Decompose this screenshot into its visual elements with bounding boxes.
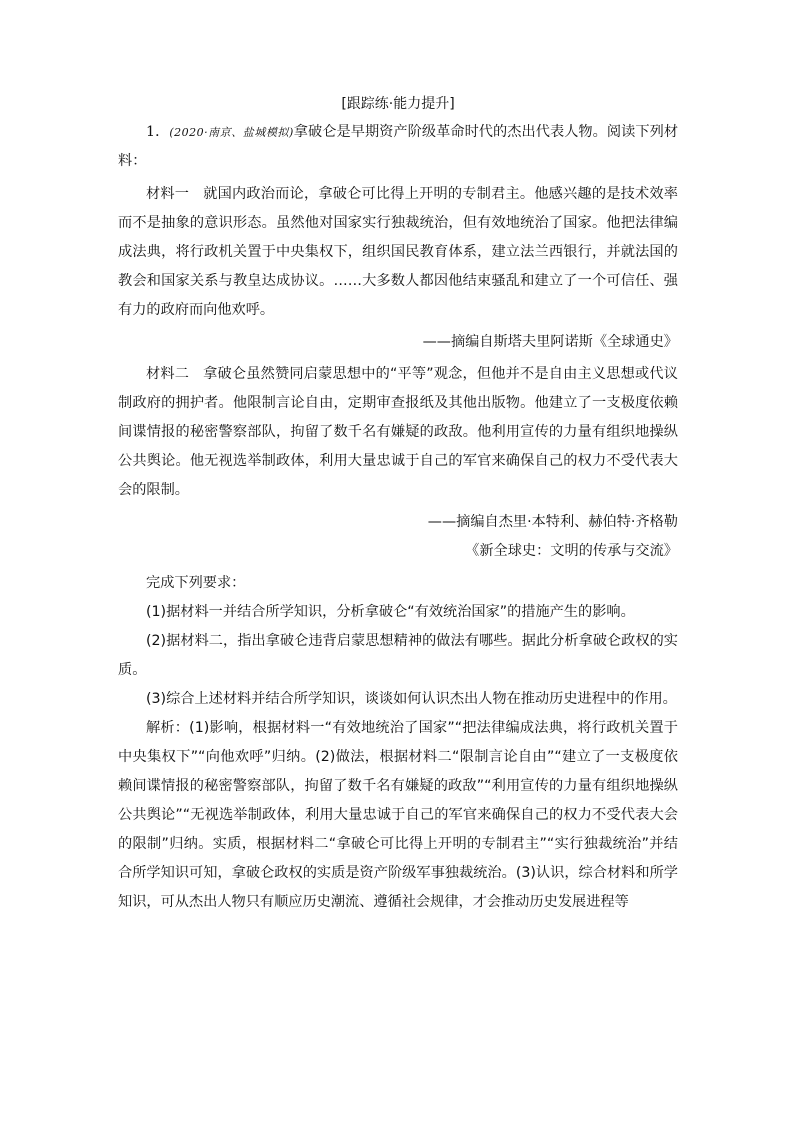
analysis-paragraph: 解析：(1)影响，根据材料一“有效地统治了国家”“把法律编成法典，将行政机关置于中央集权下”“向他欢呼”归纳。(2)做法，根据材料二“限制言论自由”“建立了一支极度依赖间谍情报的秘密警察部队，拘留了数千名有嫌疑的政敌”“利用宣传的力量有组织地操纵公共舆论”“无视选举制政体，利用大量忠诚于自己的军官来确保自己的权力不受代表大会的限制”归纳。实质，根据材料二“拿破仑可比得上开明的专制君主”“实行独裁统治”并结合所学知识可知，拿破仑政权的实质是资产阶级军事独裁统治。(3)认识，综合材料和所学知识，可从杰出人物只有顺应历史潮流、遵循社会规律，才会推动历史发展进程等 — [118, 720, 678, 910]
requirements-intro: 完成下列要求： — [146, 575, 246, 591]
material-one-citation: ——摘编自斯塔夫里阿诺斯《全球通史》 — [422, 334, 678, 350]
material-two-citation-line2: 《新全球史：文明的传承与交流》 — [465, 543, 678, 559]
section-header: [跟踪练·能力提升] — [341, 96, 455, 112]
material-one-text: 就国内政治而论，拿破仑可比得上开明的专制君主。他感兴趣的是技术效率而不是抽象的意识形态。虽然他对国家实行独裁统治，但有效地统治了国家。他把法律编成法典，将行政机关置于中央集权下，组织国民教育体系，建立法兰西银行，并就法国的教会和国家关系与教皇达成协议。……大多数人都因他结束骚乱和建立了一个可信任、强有力的政府而向他欢呼。 — [118, 186, 678, 318]
question-stem — [118, 118, 678, 176]
material-one-label: 材料一 — [146, 186, 190, 202]
material-one — [118, 180, 678, 325]
document-page — [118, 90, 678, 917]
material-two — [118, 360, 678, 505]
question-source: (2020·南京、盐城模拟) — [169, 126, 294, 139]
question-number: 1． — [146, 124, 170, 140]
requirement-item-1: (1)据材料一并结合所学知识，分析拿破仑“有效统治国家”的措施产生的影响。 — [146, 604, 635, 620]
requirement-item-3: (3)综合上述材料并结合所学知识，谈谈如何认识杰出人物在推动历史进程中的作用。 — [146, 691, 677, 707]
requirement-item-2: (2)据材料二，指出拿破仑违背启蒙思想精神的做法有哪些。据此分析拿破仑政权的实质。 — [118, 633, 678, 678]
material-two-text: 拿破仑虽然赞同启蒙思想中的“平等”观念，但他并不是自由主义思想或代议制政府的拥护者。他限制言论自由，定期审查报纸及其他出版物。他建立了一支极度依赖间谍情报的秘密警察部队，拘留了数千名有嫌疑的政敌。他利用宣传的力量有组织地操纵公共舆论。他无视选举制政体，利用大量忠诚于自己的军官来确保自己的权力不受代表大会的限制。 — [118, 366, 678, 498]
material-two-citation-line1: ——摘编自杰里·本特利、赫伯特·齐格勒 — [427, 514, 678, 530]
material-two-label: 材料二 — [146, 366, 190, 382]
question-text: 拿破仑是早期资产阶级革命时代的杰出代表人物。阅读下列材料： — [118, 124, 679, 169]
